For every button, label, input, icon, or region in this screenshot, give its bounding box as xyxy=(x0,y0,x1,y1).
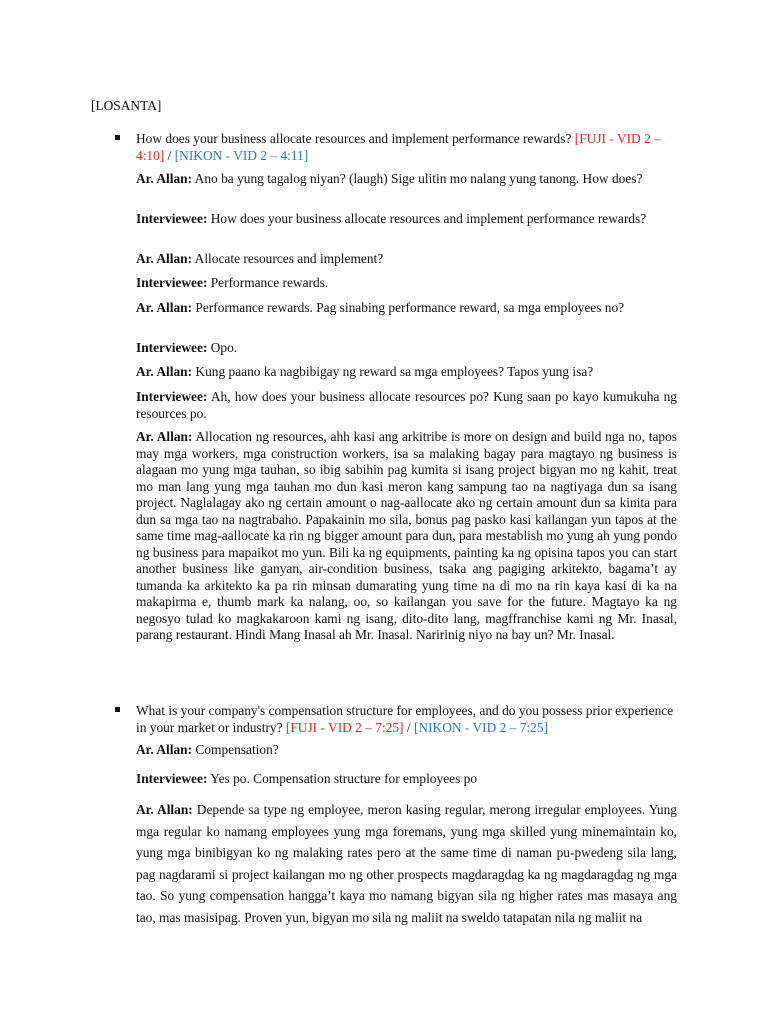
fuji-timestamp: [FUJI - VID 2 – 7:25] xyxy=(285,720,404,735)
dialog-line xyxy=(136,799,677,928)
question-text: How does your business allocate resources and implement performance rewards? xyxy=(136,131,575,146)
dialog-line xyxy=(136,251,677,268)
dialog-line xyxy=(136,742,677,759)
dialog-line xyxy=(136,389,677,422)
speaker: Ar. Allan: xyxy=(136,802,193,817)
speaker: Ar. Allan: xyxy=(136,251,193,266)
utterance: Kung paano ka nagbibigay ng reward sa mga employees? Tapos yung isa? xyxy=(192,364,594,379)
utterance: How does your business allocate resources and implement performance rewards? xyxy=(207,211,647,226)
utterance: Performance rewards. Pag sinabing performance reward, sa mga employees no? xyxy=(192,300,625,315)
utterance: Ano ba yung tagalog niyan? (laugh) Sige ulitin mo nalang yung tanong. How does? xyxy=(192,171,643,186)
dialog-line xyxy=(136,171,677,188)
dialog-line xyxy=(136,771,677,788)
dialog-line xyxy=(136,211,677,228)
separator: / xyxy=(403,720,414,735)
separator: / xyxy=(164,148,175,163)
dialog-line xyxy=(136,364,677,381)
dialog-line xyxy=(136,300,677,317)
speaker: Interviewee: xyxy=(136,275,208,290)
dialog-line xyxy=(136,429,677,644)
dialog-line xyxy=(136,275,677,292)
speaker: Ar. Allan: xyxy=(136,429,193,444)
utterance: Allocation ng resources, ahh kasi ang arkitribe is more on design and build nga no, tapos may mga workers, mga construction workers, isa sa malaking bagay para magtayo ng business is alagaan mo yung mga tauhan, so ibig sabihin pag kumita si isang project bigyan mo ng kahit, treat mo man lang yung mga tauhan mo dun kasi meron kang sampung tao na nagtiyaga dun sa isang project. Naglalagay ako ng certain amount o nag-aallocate ako ng certain amount dun sa kinita para dun sa mga tao na nagtrabaho. Papakainin mo sila, bonus pag pasko kasi kailangan yun tapos at the same time mag-aallocate ka rin ng bigger amount para dun, para mestablish mo yung ah yung pondo ng business para mapaikot mo yun. Bili ka ng equipments, painting ka ng opisina tapos you can start another business like ganyan, air-condition business, tsaka ang pagiging arkitekto, bagama’t ay tumanda ka arkitekto ka pa rin minsan dumarating yung time na di mo na rin kaya kasi di ka na makapirma e, thumb mark ka nalang, oo, so kailangan you save for the future. Magtayo ka ng negosyo tulad ko magkakaroon kami ng isang, dito-dito lang, magffranchise kami ng Mr. Inasal, parang restaurant. Hindi Mang Inasal ah Mr. Inasal. Naririnig niyo na bay un? Mr. Inasal. xyxy=(136,429,677,642)
speaker: Interviewee: xyxy=(136,340,208,355)
question-1 xyxy=(136,130,676,164)
speaker: Interviewee: xyxy=(136,389,208,404)
utterance: Ah, how does your business allocate resources po? Kung saan po kayo kumukuha ng resources po. xyxy=(136,389,677,421)
question-2 xyxy=(136,702,676,736)
utterance: Performance rewards. xyxy=(207,275,329,290)
fuji-timestamp: [FUJI - VID 2 – 4:10] xyxy=(136,131,661,163)
speaker: Interviewee: xyxy=(136,771,208,786)
utterance: Opo. xyxy=(207,340,238,355)
question-text: What is your company's compensation structure for employees, and do you possess prior experience in your market or industry? xyxy=(136,703,674,735)
section-heading: [LOSANTA] xyxy=(91,98,162,113)
speaker: Ar. Allan: xyxy=(136,171,193,186)
bullet-icon xyxy=(115,707,120,712)
speaker: Ar. Allan: xyxy=(136,742,193,757)
bullet-icon xyxy=(115,135,120,140)
utterance: Compensation? xyxy=(192,742,279,757)
speaker: Interviewee: xyxy=(136,211,208,226)
speaker: Ar. Allan: xyxy=(136,364,193,379)
utterance: Allocate resources and implement? xyxy=(192,251,384,266)
utterance: Depende sa type ng employee, meron kasing regular, merong irregular employees. Yung mga regular ko namang employees yung mga foremans, yung mga skilled yung minemaintain ko, yung mga binibigyan ko ng malaking rates pero at the same time di naman pu-pwedeng sila lang, pag nagdarami si project kailangan mo ng other prospects magdaragdag ka ng magdaragdag ng mga tao. So yung compensation hangga’t kaya mo namang bigyan sila ng higher rates mas masaya ang tao, mas masisipag. Proven yun, bigyan mo sila ng maliit na sweldo tatapatan nila ng maliit na xyxy=(136,802,677,925)
dialog-line xyxy=(136,340,677,357)
speaker: Ar. Allan: xyxy=(136,300,193,315)
nikon-timestamp: [NIKON - VID 2 – 7:25] xyxy=(413,720,548,735)
utterance: Yes po. Compensation structure for employees po xyxy=(207,771,478,786)
nikon-timestamp: [NIKON - VID 2 – 4:11] xyxy=(174,148,309,163)
